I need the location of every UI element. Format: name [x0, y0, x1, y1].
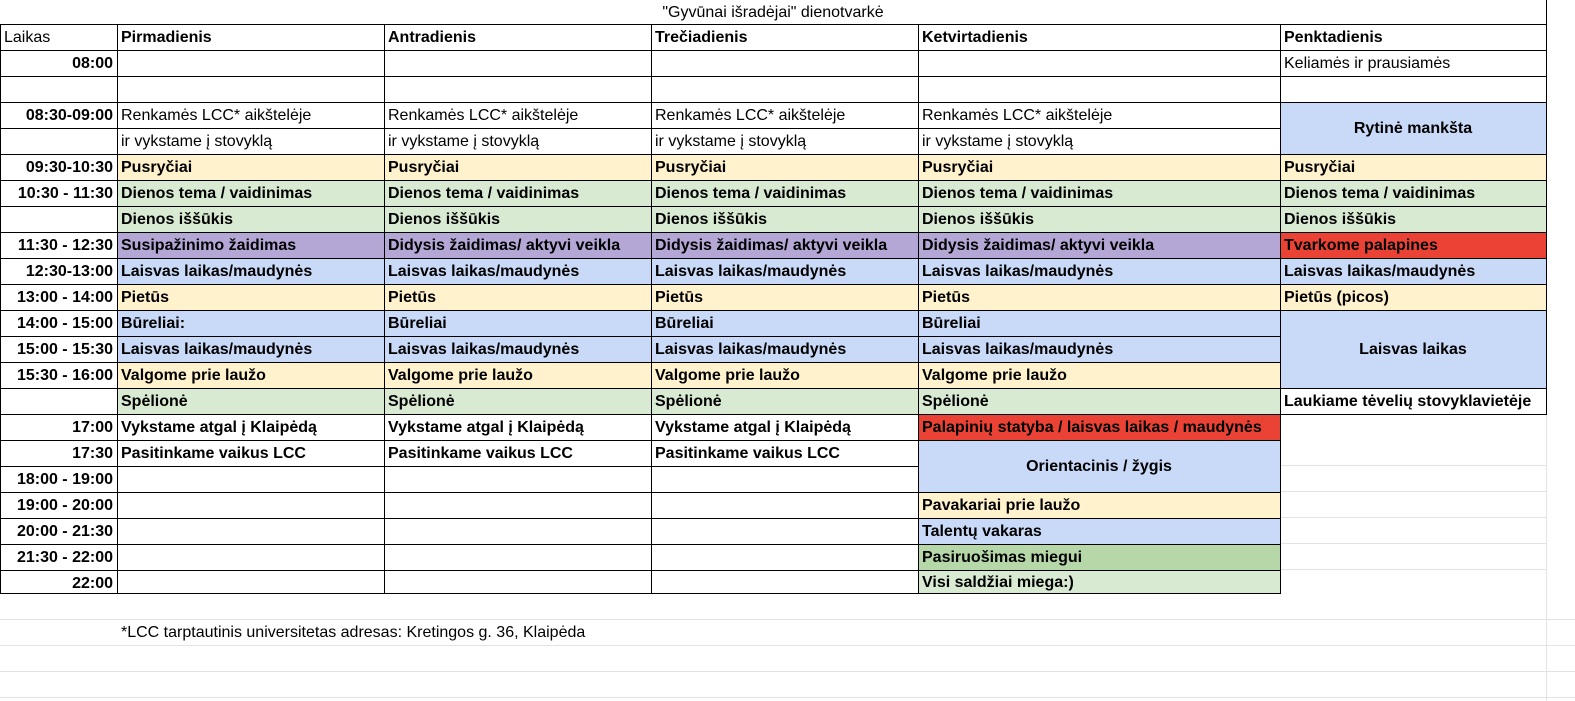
wednesday-pickup[interactable]: Pasitinkame vaikus LCC: [655, 444, 840, 462]
tuesday-theme[interactable]: Dienos tema / vaidinimas: [384, 181, 651, 206]
wednesday-fire[interactable]: Valgome prie laužo: [651, 363, 918, 388]
wednesday-game[interactable]: Didysis žaidimas/ aktyvi veikla: [651, 233, 918, 258]
tuesday-game[interactable]: Didysis žaidimas/ aktyvi veikla: [384, 233, 651, 258]
wednesday-challenge[interactable]: Dienos iššūkis: [651, 207, 918, 232]
friday-exercise[interactable]: Rytinė mankšta: [1280, 103, 1546, 154]
thursday-gather-2[interactable]: ir vykstame į stovyklą: [922, 132, 1074, 150]
header-friday[interactable]: Penktadienis: [1284, 28, 1383, 46]
time-cell[interactable]: 10:30 - 11:30: [17, 184, 113, 202]
tuesday-guess[interactable]: Spėlionė: [384, 389, 651, 414]
header-wednesday[interactable]: Trečiadienis: [655, 28, 748, 46]
thursday-clubs[interactable]: Būreliai: [918, 311, 1280, 336]
header-thursday[interactable]: Ketvirtadienis: [922, 28, 1028, 46]
time-cell[interactable]: 17:30: [72, 444, 113, 462]
header-tuesday[interactable]: Antradienis: [388, 28, 477, 46]
time-cell[interactable]: 08:30-09:00: [25, 106, 113, 124]
header-time[interactable]: Laikas: [4, 28, 51, 46]
wednesday-gather-2[interactable]: ir vykstame į stovyklą: [655, 132, 807, 150]
time-cell[interactable]: 22:00: [72, 574, 113, 592]
thursday-orienteering[interactable]: Orientacinis / žygis: [918, 441, 1280, 492]
friday-lunch[interactable]: Pietūs (picos): [1280, 285, 1546, 310]
time-cell[interactable]: 08:00: [72, 54, 113, 72]
friday-wake[interactable]: Keliamės ir prausiamės: [1284, 54, 1451, 72]
monday-free-2[interactable]: Laisvas laikas/maudynės: [117, 337, 384, 362]
tuesday-gather[interactable]: Renkamės LCC* aikštelėje: [388, 106, 579, 124]
time-cell[interactable]: 09:30-10:30: [25, 158, 113, 176]
monday-lunch[interactable]: Pietūs: [117, 285, 384, 310]
time-cell[interactable]: 19:00 - 20:00: [16, 496, 113, 514]
time-cell[interactable]: 11:30 - 12:30: [17, 236, 113, 254]
monday-free[interactable]: Laisvas laikas/maudynės: [117, 259, 384, 284]
friday-breakfast[interactable]: Pusryčiai: [1280, 155, 1546, 180]
wednesday-breakfast[interactable]: Pusryčiai: [651, 155, 918, 180]
monday-game[interactable]: Susipažinimo žaidimas: [117, 233, 384, 258]
wednesday-free[interactable]: Laisvas laikas/maudynės: [651, 259, 918, 284]
thursday-guess[interactable]: Spėlionė: [918, 389, 1280, 414]
thursday-challenge[interactable]: Dienos iššūkis: [918, 207, 1280, 232]
monday-challenge[interactable]: Dienos iššūkis: [117, 207, 384, 232]
time-cell[interactable]: 15:00 - 15:30: [16, 340, 113, 358]
tuesday-challenge[interactable]: Dienos iššūkis: [384, 207, 651, 232]
time-cell[interactable]: 12:30-13:00: [25, 262, 113, 280]
monday-fire[interactable]: Valgome prie laužo: [117, 363, 384, 388]
sheet-title[interactable]: "Gyvūnai išradėjai" dienotvarkė: [662, 3, 884, 21]
wednesday-guess[interactable]: Spėlionė: [651, 389, 918, 414]
tuesday-lunch[interactable]: Pietūs: [384, 285, 651, 310]
thursday-lunch[interactable]: Pietūs: [918, 285, 1280, 310]
wednesday-free-2[interactable]: Laisvas laikas/maudynės: [651, 337, 918, 362]
friday-theme[interactable]: Dienos tema / vaidinimas: [1280, 181, 1546, 206]
footnote[interactable]: *LCC tarptautinis universitetas adresas: Kretingos g. 36, Klaipėda: [121, 623, 586, 641]
tuesday-travel[interactable]: Vykstame atgal į Klaipėdą: [388, 418, 584, 436]
thursday-talent[interactable]: Talentų vakaras: [918, 519, 1280, 544]
header-monday[interactable]: Pirmadienis: [121, 28, 212, 46]
time-cell[interactable]: 20:00 - 21:30: [16, 522, 113, 540]
monday-travel[interactable]: Vykstame atgal į Klaipėdą: [121, 418, 317, 436]
thursday-gather[interactable]: Renkamės LCC* aikštelėje: [922, 106, 1113, 124]
thursday-dinner[interactable]: Pavakariai prie laužo: [918, 493, 1280, 518]
wednesday-travel[interactable]: Vykstame atgal į Klaipėdą: [655, 418, 851, 436]
monday-clubs[interactable]: Būreliai:: [117, 311, 384, 336]
thursday-fire[interactable]: Valgome prie laužo: [918, 363, 1280, 388]
monday-gather-2[interactable]: ir vykstame į stovyklą: [121, 132, 273, 150]
monday-pickup[interactable]: Pasitinkame vaikus LCC: [121, 444, 306, 462]
friday-free[interactable]: Laisvas laikas/maudynės: [1280, 259, 1546, 284]
tuesday-fire[interactable]: Valgome prie laužo: [384, 363, 651, 388]
time-cell[interactable]: 14:00 - 15:00: [16, 314, 113, 332]
tuesday-free-2[interactable]: Laisvas laikas/maudynės: [384, 337, 651, 362]
thursday-game[interactable]: Didysis žaidimas/ aktyvi veikla: [918, 233, 1280, 258]
tuesday-pickup[interactable]: Pasitinkame vaikus LCC: [388, 444, 573, 462]
time-cell[interactable]: 18:00 - 19:00: [16, 470, 113, 488]
tuesday-clubs[interactable]: Būreliai: [384, 311, 651, 336]
wednesday-clubs[interactable]: Būreliai: [651, 311, 918, 336]
tuesday-free[interactable]: Laisvas laikas/maudynės: [384, 259, 651, 284]
friday-wait-parents[interactable]: Laukiame tėvelių stovyklavietėje: [1284, 392, 1532, 410]
wednesday-lunch[interactable]: Pietūs: [651, 285, 918, 310]
thursday-sleep[interactable]: Visi saldžiai miega:): [918, 571, 1280, 594]
monday-theme[interactable]: Dienos tema / vaidinimas: [117, 181, 384, 206]
friday-pack-tents[interactable]: Tvarkome palapines: [1280, 233, 1546, 258]
friday-free-time[interactable]: Laisvas laikas: [1280, 311, 1546, 388]
wednesday-theme[interactable]: Dienos tema / vaidinimas: [651, 181, 918, 206]
time-cell[interactable]: 13:00 - 14:00: [16, 288, 113, 306]
monday-gather[interactable]: Renkamės LCC* aikštelėje: [121, 106, 312, 124]
wednesday-gather[interactable]: Renkamės LCC* aikštelėje: [655, 106, 846, 124]
time-cell[interactable]: 17:00: [72, 418, 113, 436]
thursday-free[interactable]: Laisvas laikas/maudynės: [918, 259, 1280, 284]
time-cell[interactable]: 15:30 - 16:00: [16, 366, 113, 384]
tuesday-breakfast[interactable]: Pusryčiai: [384, 155, 651, 180]
thursday-theme[interactable]: Dienos tema / vaidinimas: [918, 181, 1280, 206]
tuesday-gather-2[interactable]: ir vykstame į stovyklą: [388, 132, 540, 150]
time-cell[interactable]: 21:30 - 22:00: [16, 548, 113, 566]
monday-breakfast[interactable]: Pusryčiai: [117, 155, 384, 180]
thursday-free-2[interactable]: Laisvas laikas/maudynės: [918, 337, 1280, 362]
thursday-tents[interactable]: Palapinių statyba / laisvas laikas / maudynės: [918, 415, 1280, 440]
thursday-breakfast[interactable]: Pusryčiai: [918, 155, 1280, 180]
monday-guess[interactable]: Spėlionė: [117, 389, 384, 414]
friday-challenge[interactable]: Dienos iššūkis: [1280, 207, 1546, 232]
thursday-sleep-prep[interactable]: Pasiruošimas miegui: [918, 545, 1280, 570]
